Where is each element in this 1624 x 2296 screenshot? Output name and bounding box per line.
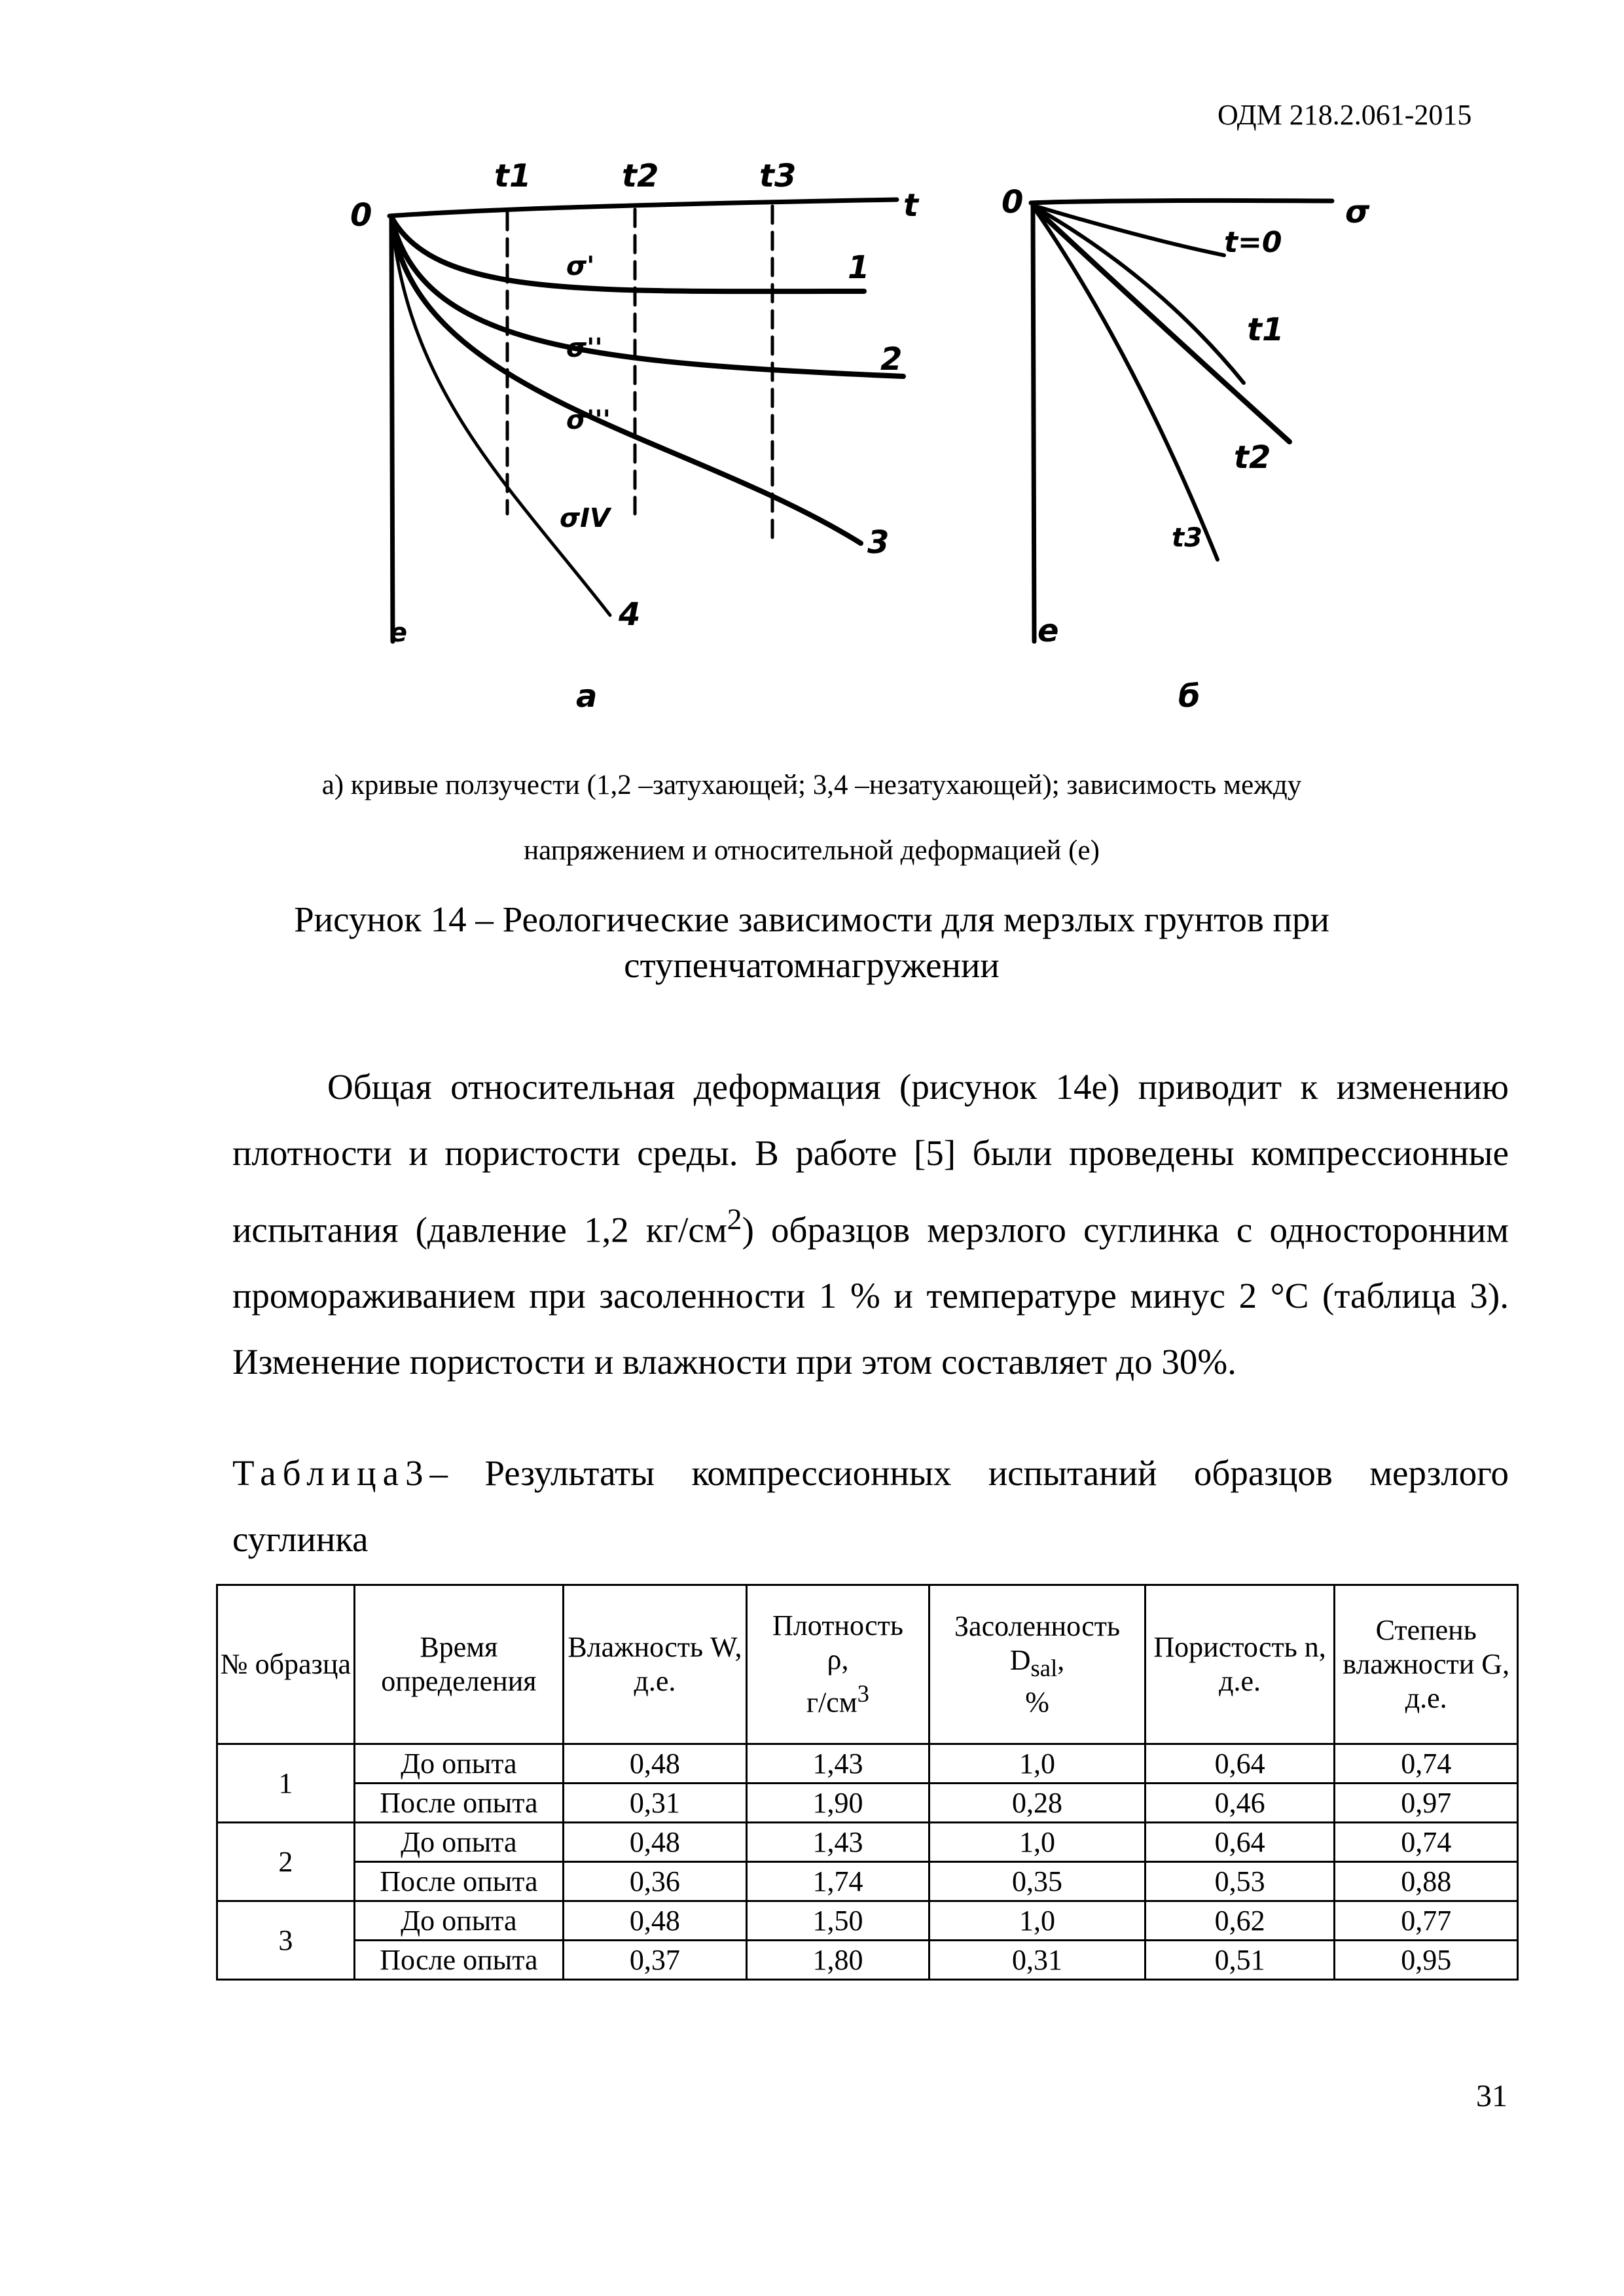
- paragraph-superscript: 2: [727, 1202, 742, 1236]
- table-caption-label: Таблица3: [232, 1453, 430, 1493]
- table-cell: 1,74: [746, 1862, 929, 1901]
- table-cell: После опыта: [354, 1941, 564, 1980]
- curve-t0: [1036, 206, 1224, 255]
- table-cell: 0,64: [1145, 1823, 1335, 1862]
- left-panel-label: a: [576, 678, 598, 715]
- figure-title-line2: ступенчатомнагружении: [624, 945, 1000, 985]
- paragraph-text-part2: ) образцов мерзлого суглинка с односторонним промораживанием при засоленности 1 % и температуре минус 2 °С (таблица 3). Изменение пористости и влажности при этом составляет до 30%.: [232, 1210, 1509, 1382]
- table-cell: 0,35: [929, 1862, 1146, 1901]
- table-cell: 0,77: [1335, 1901, 1518, 1941]
- paragraph-text-part1: Общая относительная деформация (рисунок 14е) приводит к изменению плотности и пористости среды. В работе [5] были проведены компрессионные испытания (давление 1,2 кг/см: [232, 1067, 1509, 1250]
- density-unit-sup: 3: [857, 1680, 869, 1708]
- table-caption: [232, 1440, 1509, 1572]
- figure-title-line1: Рисунок 14 – Реологические зависимости для мерзлых грунтов при: [294, 899, 1329, 939]
- right-e-axis-label: e: [1038, 613, 1059, 649]
- table-cell: 0,46: [1145, 1784, 1335, 1823]
- header-sample-number: № образца: [217, 1585, 355, 1744]
- figure-caption-line1: а) кривые ползучести (1,2 –затухающей; 3,4 –незатухающей); зависимость между: [321, 770, 1302, 800]
- header-density: [746, 1585, 929, 1744]
- right-panel-label: б: [1178, 678, 1200, 715]
- table-cell: 0,97: [1335, 1784, 1518, 1823]
- left-e-axis: [391, 216, 393, 641]
- header-saturation: Степень влажности G, д.е.: [1335, 1585, 1518, 1744]
- table-cell: 0,51: [1145, 1941, 1335, 1980]
- curve-4-label: 4: [619, 596, 641, 633]
- header-moisture: Влажность W, д.е.: [564, 1585, 747, 1744]
- table-cell: 0,48: [564, 1823, 747, 1862]
- table-cell: 1,43: [746, 1823, 929, 1862]
- left-t-axis: [389, 200, 897, 216]
- right-origin-label: 0: [1001, 184, 1024, 221]
- right-sigma-axis: [1031, 200, 1332, 203]
- left-origin-label: 0: [350, 197, 372, 234]
- table-cell: 1,0: [929, 1823, 1146, 1862]
- table-cell: 0,95: [1335, 1941, 1518, 1980]
- body-paragraph: [232, 1054, 1509, 1395]
- table-cell: 0,31: [564, 1784, 747, 1823]
- salinity-name: Засоленность: [954, 1610, 1121, 1643]
- creep-curve-1: [393, 219, 864, 291]
- table-row: [217, 1784, 1518, 1823]
- stress-label-2: σ'': [566, 333, 603, 363]
- stress-label-4: σIV: [560, 503, 610, 533]
- table-cell: До опыта: [354, 1901, 564, 1941]
- table-caption-text: – Результаты компрессионных испытаний образцов мерзлого суглинка: [232, 1453, 1509, 1559]
- stress-label-3: σ''': [566, 405, 611, 435]
- right-sigma-axis-label: σ: [1345, 194, 1370, 230]
- rheology-figure: [327, 160, 1440, 717]
- table-cell: 1,43: [746, 1744, 929, 1784]
- table-row: [217, 1823, 1518, 1862]
- t3-label: t3: [759, 160, 797, 194]
- creep-curve-2: [393, 223, 903, 376]
- sample-number-cell: 1: [217, 1744, 355, 1823]
- table-cell: После опыта: [354, 1784, 564, 1823]
- document-code: ОДМ 218.2.061-2015: [1218, 99, 1472, 131]
- figure-caption: [196, 753, 1427, 884]
- table-cell: После опыта: [354, 1862, 564, 1901]
- left-e-axis-label: e: [389, 618, 408, 648]
- right-e-axis: [1033, 205, 1034, 641]
- table-header-row: [217, 1585, 1518, 1744]
- table-cell: 0,37: [564, 1941, 747, 1980]
- results-table: [216, 1584, 1519, 1981]
- header-time: Время определения: [354, 1585, 564, 1744]
- table-cell: До опыта: [354, 1823, 564, 1862]
- curve-t0-label: t=0: [1224, 226, 1282, 259]
- curve-1-label: 1: [848, 249, 870, 286]
- figure-caption-line2: напряжением и относительной деформацией (е): [524, 835, 1100, 866]
- curve-t3-label: t3: [1172, 523, 1202, 553]
- t1-label: t1: [494, 160, 532, 194]
- sample-number-cell: 2: [217, 1823, 355, 1901]
- density-symbol: ρ,: [827, 1643, 849, 1676]
- curve-t3: [1036, 210, 1218, 560]
- header-porosity: Пористость n, д.е.: [1145, 1585, 1335, 1744]
- density-name: Плотность: [772, 1609, 903, 1642]
- table-cell: 0,64: [1145, 1744, 1335, 1784]
- table-cell: 0,62: [1145, 1901, 1335, 1941]
- curve-2-label: 2: [880, 341, 903, 378]
- table-cell: 0,88: [1335, 1862, 1518, 1901]
- salinity-unit: %: [1025, 1685, 1049, 1718]
- density-unit: г/см: [806, 1686, 857, 1719]
- curve-t1-label: t1: [1247, 312, 1284, 348]
- table-cell: 1,0: [929, 1901, 1146, 1941]
- table-cell: 1,50: [746, 1901, 929, 1941]
- page-number: 31: [1476, 2079, 1507, 2113]
- curve-3-label: 3: [867, 524, 890, 561]
- figure-title: [196, 897, 1427, 988]
- table-row: [217, 1862, 1518, 1901]
- table-cell: 1,80: [746, 1941, 929, 1980]
- creep-curve-3: [393, 226, 861, 543]
- header-salinity: Засоленность $D_{sal}$, %: [929, 1585, 1146, 1744]
- stress-label-1: σ': [566, 251, 595, 281]
- table-row: [217, 1901, 1518, 1941]
- sample-number-cell: 3: [217, 1901, 355, 1980]
- table-cell: 1,90: [746, 1784, 929, 1823]
- table-cell: 0,48: [564, 1901, 747, 1941]
- table-row: [217, 1941, 1518, 1980]
- table-row: [217, 1744, 1518, 1784]
- table-cell: До опыта: [354, 1744, 564, 1784]
- table-cell: 0,48: [564, 1744, 747, 1784]
- curve-t2-label: t2: [1234, 439, 1271, 476]
- t2-label: t2: [622, 160, 659, 194]
- salinity-sub: sal: [1030, 1654, 1058, 1681]
- table-cell: 0,74: [1335, 1823, 1518, 1862]
- table-cell: 0,53: [1145, 1862, 1335, 1901]
- salinity-symbol: D: [1009, 1644, 1031, 1677]
- table-cell: 1,0: [929, 1744, 1146, 1784]
- table-cell: 0,74: [1335, 1744, 1518, 1784]
- table-cell: 0,36: [564, 1862, 747, 1901]
- table-cell: 0,31: [929, 1941, 1146, 1980]
- left-t-axis-label: t: [903, 187, 918, 224]
- table-cell: 0,28: [929, 1784, 1146, 1823]
